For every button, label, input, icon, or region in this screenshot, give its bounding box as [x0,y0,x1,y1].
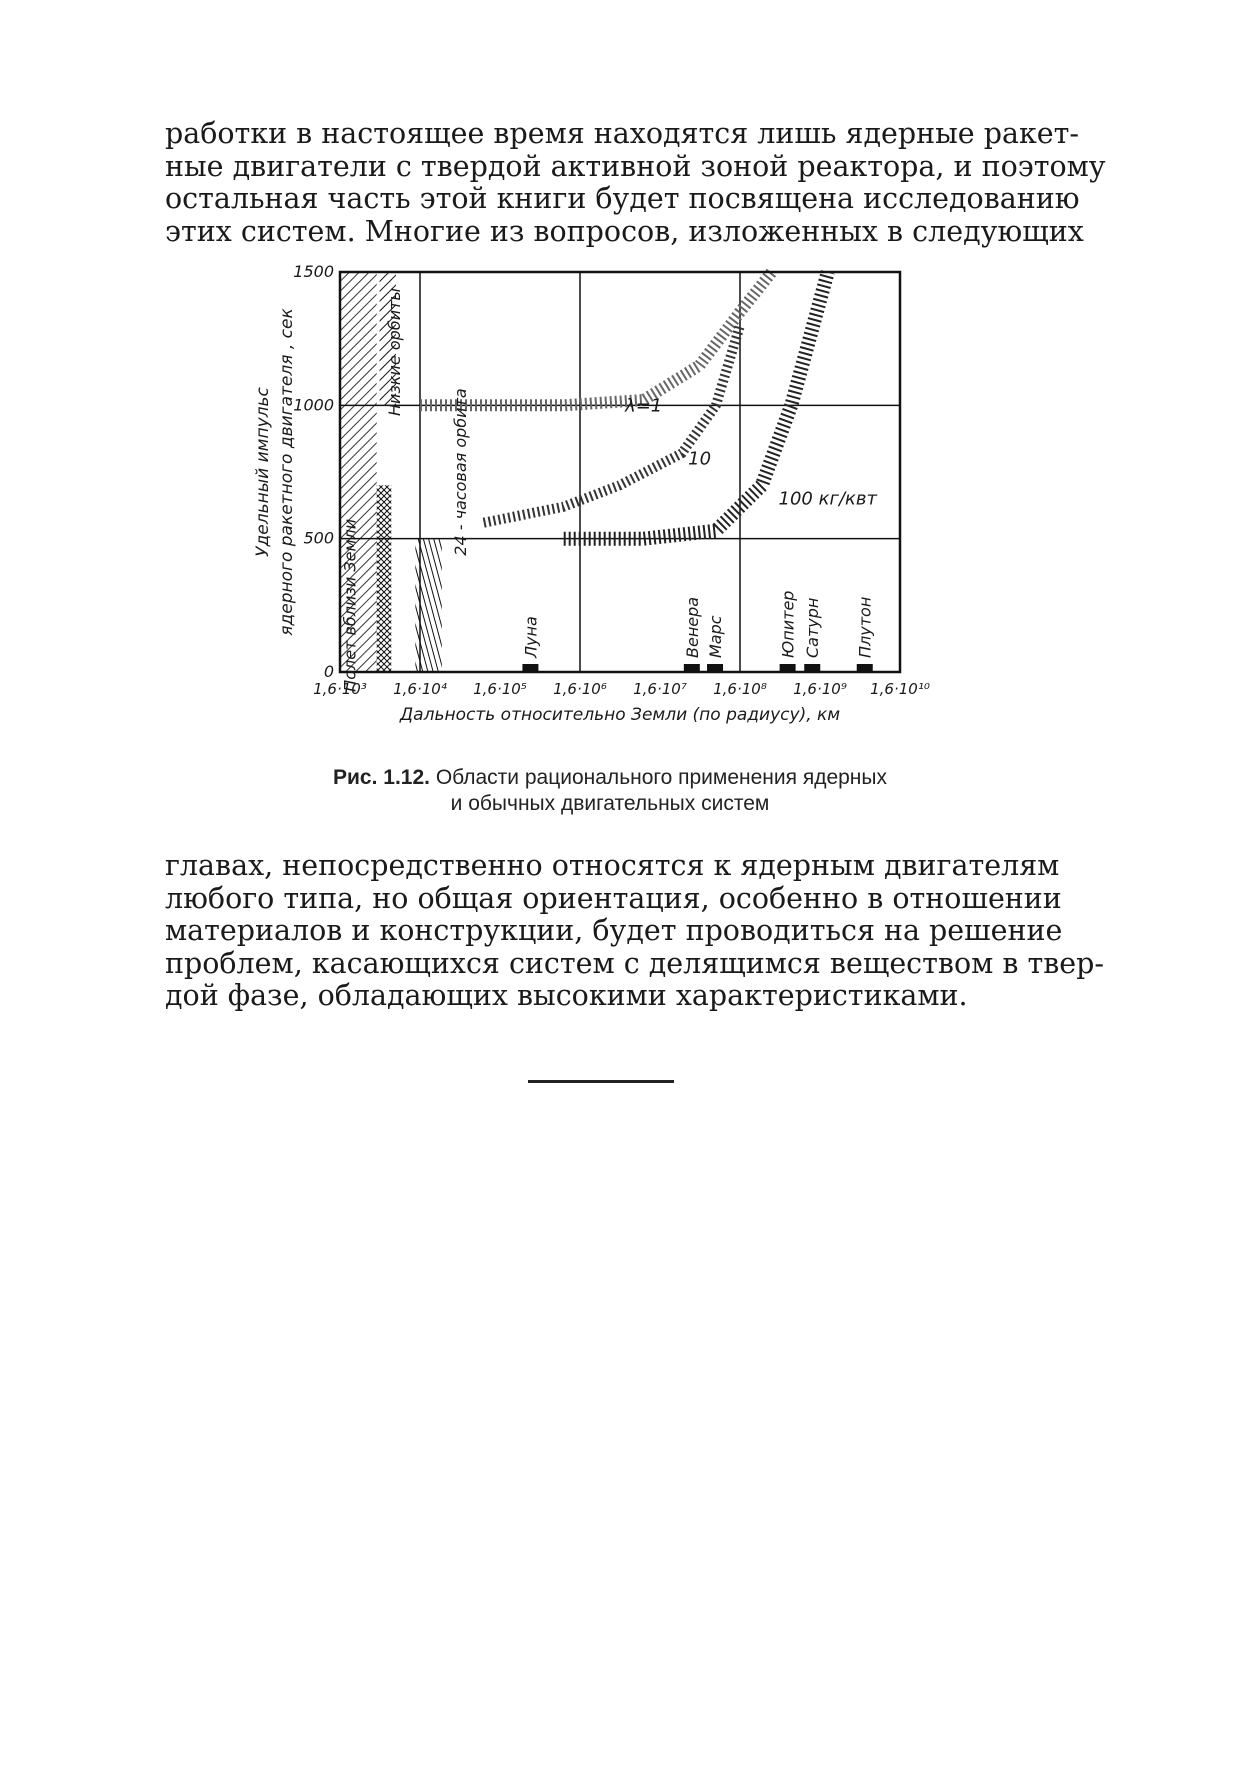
region-label-group [451,388,470,555]
text-line: работки в настоящее время находятся лишь ядерные ракет- [165,117,1080,150]
y-axis-label-group [253,308,297,636]
destination-label-group [803,598,822,658]
caption-label: Рис. 1.12. [333,766,430,789]
x-tick-label: 1,6·10⁵ [473,680,527,698]
x-tick-label: 1,6·10⁷ [633,680,687,698]
region-label-group [385,288,404,416]
destination-label: Венера [682,596,702,658]
y-tick-label: 1500 [293,262,334,281]
section-end-rule [528,1080,674,1083]
region-label: 24 - часовая орбита [450,388,470,556]
region-near-earth-band [377,485,392,672]
y-axis-label-1: Удельный импульс [253,387,273,557]
body-paragraph-bottom [165,849,1104,1013]
figure-caption [240,765,980,817]
curve-label: 100 кг/квт [778,488,877,510]
body-paragraph-top [165,117,1106,248]
destination-label-group [856,597,875,658]
destination-label: Юпитер [778,590,798,658]
x-tick-label: 1,6·10¹⁰ [870,680,930,698]
destination-label-group [521,616,540,659]
y-tick-label: 0 [323,662,334,681]
region-label: Низкие орбиты [385,287,405,417]
text-line: материалов и конструкции, будет проводиться на решение [165,914,1063,947]
x-tick-label: 1,6·10⁴ [393,680,447,698]
x-axis-label: Дальность относительно Земли (по радиусу), км [399,705,841,725]
destination-label: Луна [521,616,541,658]
caption-text-2: и обычных двигательных систем [450,792,770,815]
text-line: этих систем. Многие из вопросов, изложенных в следующих [165,214,1084,248]
text-line: дой фазе, обладающих высокими характеристиками. [165,979,968,1012]
text-line: проблем, касающихся систем с делящимся веществом в твер- [165,946,1104,980]
x-tick-label: 1,6·10⁶ [553,680,607,698]
destination-label: Марс [706,615,726,658]
series-band [484,325,740,522]
caption-text-1: Области рационального применения ядерных [435,766,887,789]
x-tick-label: 1,6·10³ [313,680,367,698]
destination-label: Сатурн [803,597,823,658]
region-label-group [341,519,360,692]
destination-label: Плутон [855,596,875,658]
curve-label: λ=1 [625,395,663,417]
text-line: остальная часть этой книги будет посвящена исследованию [165,182,1080,215]
x-tick-label: 1,6·10⁹ [793,680,847,698]
destination-label-group [779,591,798,658]
destination-label-group [706,615,725,658]
figure-1-12 [240,262,980,742]
text-line: любого типа, но общая ориентация, особенно в отношении [165,881,1062,915]
text-line: ные двигатели с твердой активной зоной реактора, и поэтому [165,149,1106,183]
destination-label-group [683,597,702,658]
text-line: главах, непосредственно относятся к ядерным двигателям [165,849,1060,882]
y-tick-label: 1000 [293,395,334,415]
chart [240,262,980,742]
region-label: Полет вблизи Земли [340,518,360,692]
curve-label: 10 [688,448,712,470]
x-tick-label: 1,6·10⁸ [713,680,767,698]
y-tick-label: 500 [303,528,334,548]
y-axis-label-2: ядерного ракетного двигателя , сек [277,308,297,636]
